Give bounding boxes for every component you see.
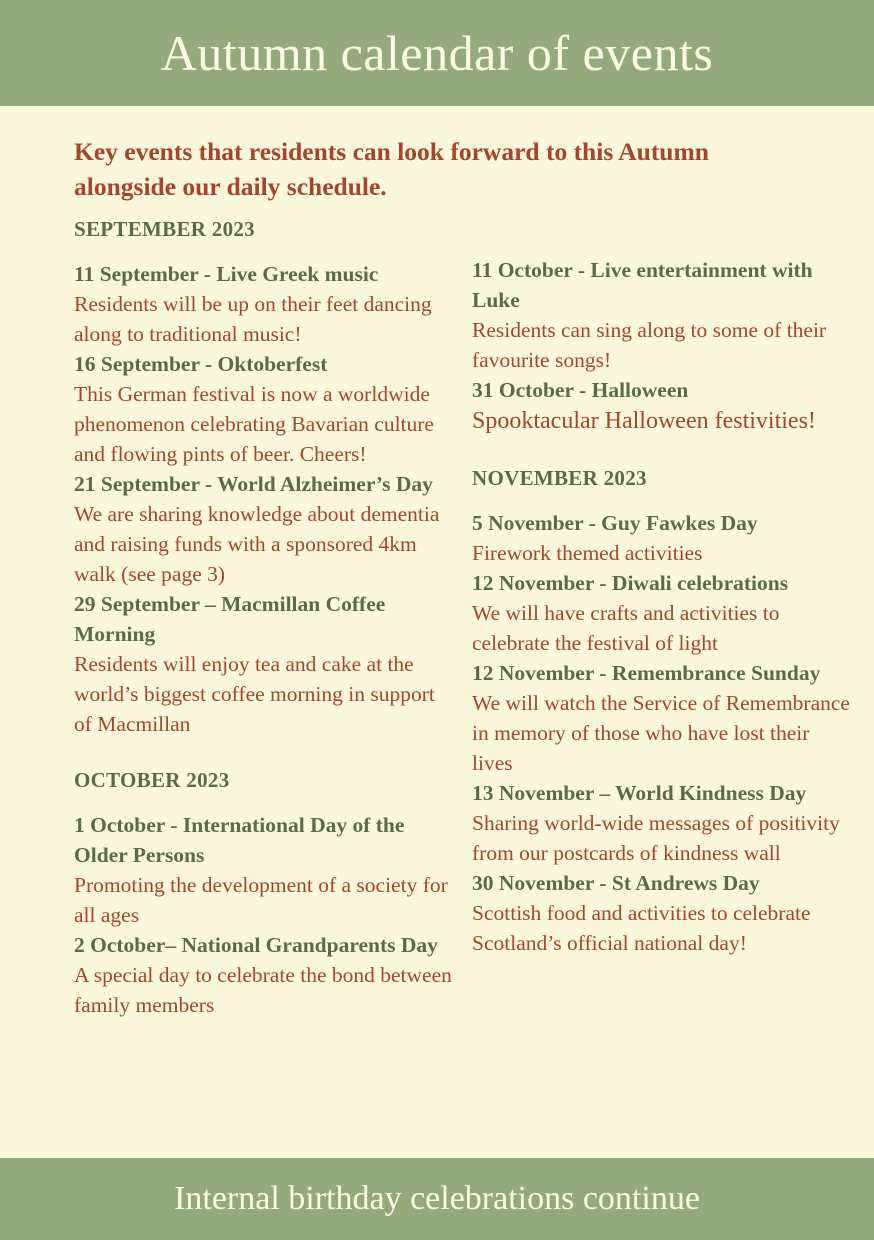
event-title: 21 September - World Alzheimer’s Day (74, 472, 433, 496)
event-title: 11 October - Live entertainment with Luke (472, 258, 813, 312)
event-item (74, 349, 454, 469)
footer-text: Internal birthday celebrations continue (174, 1180, 700, 1217)
event-item (74, 930, 454, 1020)
month-heading-november: NOVEMBER 2023 (472, 466, 647, 490)
event-item (472, 255, 852, 375)
event-title: 30 November - St Andrews Day (472, 871, 760, 895)
header-banner (0, 0, 874, 106)
event-description: We are sharing knowledge about dementia and raising funds with a sponsored 4km walk (see page 3) (74, 502, 440, 586)
event-title: 12 November - Diwali celebrations (472, 571, 789, 595)
event-item (472, 375, 852, 437)
event-description: Promoting the development of a society for all ages (74, 873, 448, 927)
month-heading-october: OCTOBER 2023 (74, 768, 230, 792)
event-description: Spooktacular Halloween festivities! (472, 408, 816, 434)
event-title: 12 November - Remembrance Sunday (472, 661, 821, 685)
event-title: 2 October– National Grandparents Day (74, 933, 438, 957)
right-column (472, 255, 852, 958)
event-description: We will watch the Service of Remembrance in memory of those who have lost their lives (472, 691, 850, 775)
event-description: Sharing world-wide messages of positivity from our postcards of kindness wall (472, 811, 840, 865)
event-description: A special day to celebrate the bond between family members (74, 963, 452, 1017)
event-item (472, 658, 852, 778)
event-item (74, 259, 454, 349)
event-description: Residents will enjoy tea and cake at the world’s biggest coffee morning in support of Macmillan (74, 652, 435, 736)
event-description: Firework themed activities (472, 541, 703, 565)
event-item (74, 589, 454, 739)
spacer (74, 739, 454, 765)
event-item (74, 469, 454, 589)
spacer (472, 437, 852, 463)
event-description: We will have crafts and activities to celebrate the festival of light (472, 601, 780, 655)
intro-text: Key events that residents can look forward to this Autumn alongside our daily schedule. (74, 137, 709, 201)
event-description: This German festival is now a worldwide phenomenon celebrating Bavarian culture and flowing pints of beer. Cheers! (74, 382, 434, 466)
event-title: 16 September - Oktoberfest (74, 352, 328, 376)
event-item (472, 508, 852, 568)
event-title: 5 November - Guy Fawkes Day (472, 511, 758, 535)
footer-banner (0, 1158, 874, 1240)
event-item (472, 778, 852, 868)
month-heading-september: SEPTEMBER 2023 (74, 217, 255, 241)
event-title: 11 September - Live Greek music (74, 262, 379, 286)
event-title: 31 October - Halloween (472, 378, 689, 402)
page-title: Autumn calendar of events (160, 25, 714, 81)
event-description: Scottish food and activities to celebrate Scotland’s official national day! (472, 901, 811, 955)
event-title: 1 October - International Day of the Older Persons (74, 813, 405, 867)
event-item (472, 568, 852, 658)
event-title: 29 September – Macmillan Coffee Morning (74, 592, 386, 646)
event-item (472, 868, 852, 958)
event-description: Residents will be up on their feet dancing along to traditional music! (74, 292, 432, 346)
event-title: 13 November – World Kindness Day (472, 781, 807, 805)
event-description: Residents can sing along to some of their favourite songs! (472, 318, 827, 372)
event-item (74, 810, 454, 930)
left-column (74, 214, 454, 1020)
